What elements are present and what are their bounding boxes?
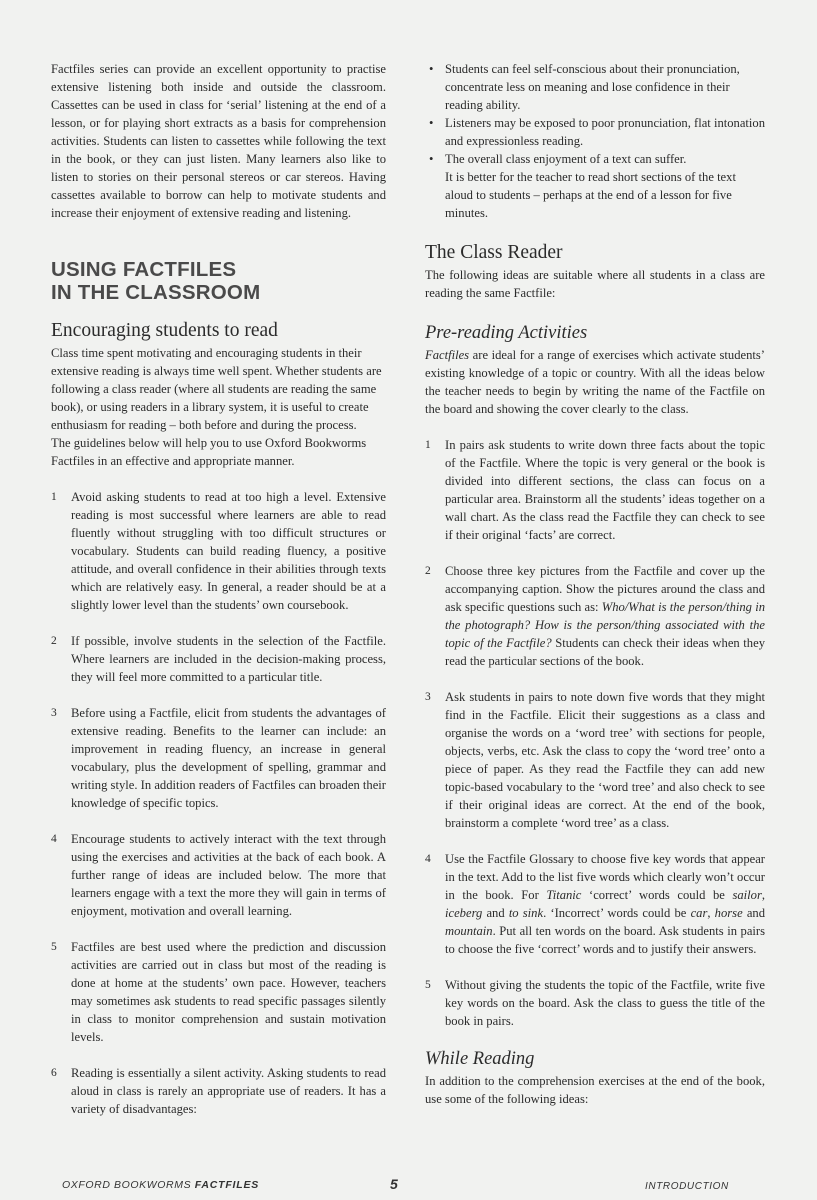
left-column	[51, 60, 386, 1118]
item-text: Without giving the students the topic of the Factfile, write five key words on the board. Ask the class to guess the title of the book in pairs.	[445, 978, 765, 1028]
item-number: 2	[425, 565, 431, 577]
item-text: ‘correct’ words could be	[581, 888, 733, 902]
list-item	[425, 688, 765, 832]
section-name: INTRODUCTION	[645, 1181, 729, 1192]
series-name	[62, 1179, 259, 1191]
guidelines-list	[51, 488, 386, 1118]
item-word: car	[690, 906, 708, 920]
list-item	[51, 488, 386, 614]
item-text: If possible, involve students in the selection of the Factfile. Where learners are included in the decision-making process, they will feel more committed to a particular title.	[71, 634, 386, 684]
factfiles-italic: Factfiles	[425, 348, 470, 362]
item-number: 1	[51, 491, 57, 503]
guidelines-paragraph: The guidelines below will help you to use Oxford Bookworms Factfiles in an effective and appropriate manner.	[51, 436, 367, 468]
item-number: 4	[425, 853, 431, 865]
series-name-bold: FACTFILES	[194, 1179, 260, 1191]
item-number: 2	[51, 635, 57, 647]
item-word: sailor	[732, 888, 762, 902]
bullet-text: Students can feel self-conscious about their pronunciation, concentrate less on meaning and lose confidence in their reading ability.	[445, 62, 740, 112]
right-column	[425, 60, 765, 1108]
list-item	[425, 850, 765, 958]
section-title-line-2: IN THE CLASSROOM	[51, 281, 261, 304]
pre-reading-heading: Pre-reading Activities	[425, 323, 588, 343]
item-text: Encourage students to actively interact with the text through using the exercises and activities at the back of each book. A further range of ideas are included below. The more that learners engage with a text the more they will gain in terms of enjoyment, motivation and overall learning.	[71, 832, 386, 918]
item-text: Reading is essentially a silent activity. Asking students to read aloud in class is rarely an appropriate use of readers. It has a variety of disadvantages:	[71, 1066, 386, 1116]
item-text: ,	[761, 888, 766, 902]
item-number: 5	[51, 941, 57, 953]
list-item	[51, 938, 386, 1046]
while-reading-paragraph: In addition to the comprehension exercises at the end of the book, use some of the following ideas:	[425, 1074, 765, 1106]
item-number: 4	[51, 833, 57, 845]
pre-reading-list	[425, 436, 765, 1030]
item-text: . Put all ten words on the board. Ask students in pairs to choose the five ‘correct’ words and to justify their answers.	[445, 924, 765, 956]
read-aloud-advice: It is better for the teacher to read short sections of the text aloud to students – perhaps at the end of a lesson for five minutes.	[445, 170, 736, 220]
bullet-text: The overall class enjoyment of a text can suffer.	[445, 152, 687, 166]
intro-paragraph: Factfiles series can provide an excellent opportunity to practise extensive listening both inside and outside the classroom. Cassettes can be used in class for ‘serial’ listening at the end of a lesson, or for playing short extracts as a basis for comprehension activities. Students can listen to cassettes while following the text in the book, or they can just listen. Many learners also like to listen to stories on their personal stereos or car stereos. Having cassettes available to borrow can help to motivate students and increase their enjoyment of extensive reading and listening.	[51, 62, 386, 220]
item-text: Use the Factfile Glossary to choose five key words that appear in the text. Add to the list five words which clearly won’t occur in the book. For	[445, 852, 765, 902]
item-text: Before using a Factfile, elicit from students the advantages of extensive reading. Benefits to the learner can include: an improvement in reading fluency, an increase in general vocabulary, plus the development of spelling, grammar and writing style. In addition readers of Factfiles can broaden their knowledge of specific topics.	[71, 706, 386, 810]
item-text: Ask students in pairs to note down five words that they might find in the Factfile. Elicit their suggestions as a class and organise the words on a ‘word tree’ with sections for people, objects, verbs, etc. Ask the class to copy the ‘word tree’ onto a piece of paper. As they read the Factfile they can add new topic-based vocabulary to the ‘word tree’ and also check to see if their original ideas are correct. At the end of the book, brainstorm a complete ‘word tree’ as a class.	[445, 690, 765, 830]
section-title-line-1: USING FACTFILES	[51, 258, 237, 281]
page-footer	[0, 1176, 817, 1196]
item-text: ,	[707, 906, 715, 920]
pre-reading-intro	[425, 346, 765, 418]
item-number: 1	[425, 439, 431, 451]
item-text: Factfiles are best used where the prediction and discussion activities are carried out in class but most of the reading is done at home at the students’ own pace. However, teachers may sometimes ask students to read specific passages silently in class to monitor comprehension and sustain motivation levels.	[71, 940, 386, 1044]
bullet-item	[425, 150, 765, 168]
bullet-text: Listeners may be exposed to poor pronunciation, flat intonation and expressionless reading.	[445, 116, 766, 148]
list-item	[425, 436, 765, 544]
bullet-icon: •	[429, 152, 434, 166]
item-number: 6	[51, 1067, 57, 1079]
list-item	[51, 830, 386, 920]
item-text: and	[742, 906, 766, 920]
section-title	[51, 258, 386, 304]
encouraging-heading: Encouraging students to read	[51, 320, 278, 341]
item-number: 3	[51, 707, 57, 719]
item-text: Choose three key pictures from the Factfile and cover up the accompanying caption. Show the pictures around the class and ask specific questions such as:	[445, 564, 765, 614]
list-item	[51, 632, 386, 686]
item-number: 5	[425, 979, 431, 991]
item-word: mountain	[445, 924, 493, 938]
item-number: 3	[425, 691, 431, 703]
item-text: and	[482, 906, 509, 920]
page-number: 5	[390, 1176, 398, 1192]
item-word: Titanic	[546, 888, 582, 902]
list-item	[51, 704, 386, 812]
encouraging-paragraph: Class time spent motivating and encouraging students in their extensive reading is always time well spent. Whether students are following a class reader (where all students are reading the same book), or using readers in a library system, it is useful to create enthusiasm for reading – both before and during the process.	[51, 346, 382, 432]
class-reader-heading: The Class Reader	[425, 242, 563, 263]
pre-reading-intro-text: are ideal for a range of exercises which activate students’ existing knowledge of a topic or country. With all the ideas below the teacher needs to begin by writing the name of the Factfile on the board and showing the cover clearly to the class.	[425, 348, 765, 416]
item-word: to sink	[508, 906, 544, 920]
list-item	[425, 976, 765, 1030]
bullet-icon: •	[429, 116, 434, 130]
list-item	[51, 1064, 386, 1118]
item-text-end: Students can check their ideas when they read the particular sections of the book.	[445, 636, 765, 668]
item-text-italic: Who/What is the person/thing in the photograph? How is the person/thing associated with the topic of the Factfile?	[445, 600, 765, 650]
bullet-item	[425, 114, 765, 150]
disadvantages-list	[425, 60, 765, 168]
item-text: Avoid asking students to read at too high a level. Extensive reading is most successful where learners are able to read fluently without struggling with too difficult structures or vocabulary. Students can build reading fluency, a positive attitude, and overall confidence in their abilities through texts which are relatively easy. In general, a reader should be at a slightly lower level than the students’ own coursebook.	[71, 490, 386, 612]
list-item	[425, 562, 765, 670]
item-text: In pairs ask students to write down three facts about the topic of the Factfile. Where the topic is very general or the book is divided into different sections, the class can focus on a particular area. Brainstorm all the students’ ideas together on a wall chart. As the class read the Factfile they can check to see if their original ‘facts’ are correct.	[445, 438, 765, 542]
bullet-icon: •	[429, 62, 434, 76]
while-reading-heading: While Reading	[425, 1049, 535, 1069]
item-word: iceberg	[445, 906, 483, 920]
class-reader-paragraph: The following ideas are suitable where all students in a class are reading the same Factfile:	[425, 268, 765, 300]
series-name-prefix: OXFORD BOOKWORMS	[62, 1179, 195, 1191]
item-word: horse	[714, 906, 743, 920]
bullet-item	[425, 60, 765, 114]
item-text: . ‘Incorrect’ words could be	[543, 906, 691, 920]
